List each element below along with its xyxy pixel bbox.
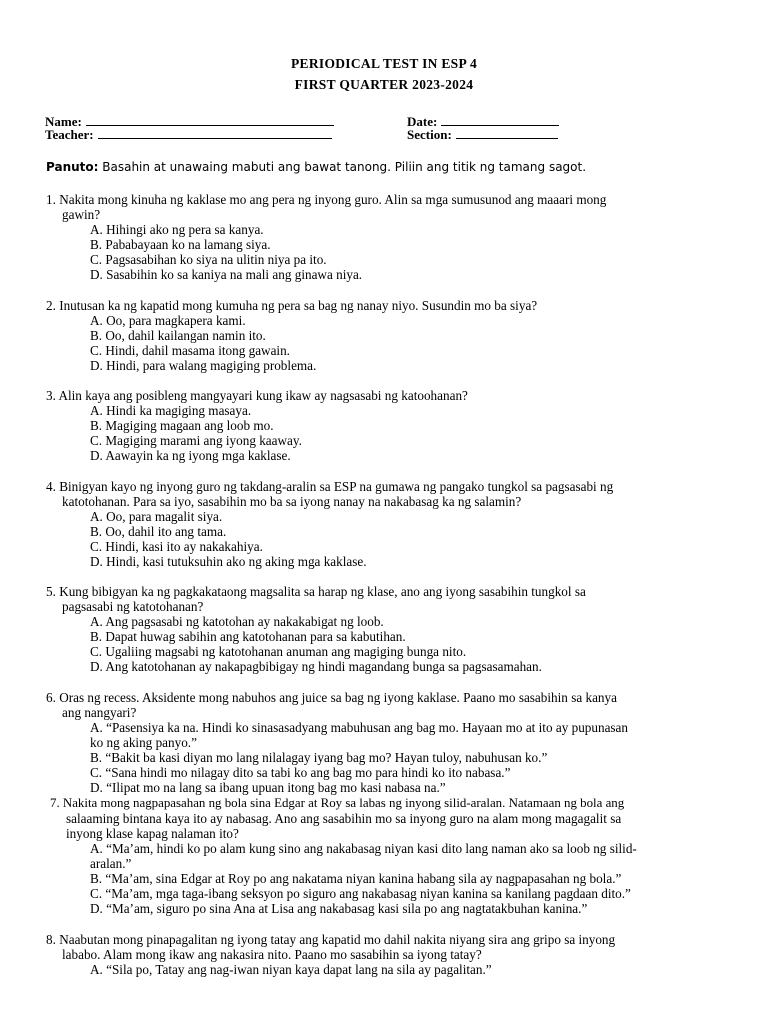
name-blank[interactable] bbox=[86, 114, 334, 126]
question-6-option-b[interactable]: B. “Bakit ba kasi diyan mo lang nilalagay iyang bag mo? Hayan tuloy, nabuhusan ko.” bbox=[90, 750, 548, 765]
section-field bbox=[407, 127, 558, 143]
question-6-option-d[interactable]: D. “Ilipat mo na lang sa ibang upuan itong bag mo kasi nabasa na.” bbox=[90, 780, 446, 795]
teacher-blank[interactable] bbox=[98, 127, 332, 139]
question-4-line-1: 4. Binigyan kayo ng inyong guro ng takdang-aralin sa ESP na gumawa ng pangako tungkol sa pagsasabi ng bbox=[46, 479, 614, 494]
question-3-option-a[interactable]: A. Hindi ka magiging masaya. bbox=[90, 403, 252, 418]
question-3-line-1: 3. Alin kaya ang posibleng mangyayari kung ikaw ay nagsasabi ng katoohanan? bbox=[46, 388, 468, 403]
question-4-option-b[interactable]: B. Oo, dahil ito ang tama. bbox=[90, 524, 227, 539]
question-3-option-b[interactable]: B. Magiging magaan ang loob mo. bbox=[90, 418, 274, 433]
question-4-line-2: katotohanan. Para sa iyo, sasabihin mo ba sa iyong nanay na nakabasag ka ng salamin? bbox=[62, 494, 522, 509]
date-blank[interactable] bbox=[441, 114, 559, 126]
question-5-option-b[interactable]: B. Dapat huwag sabihin ang katotohanan para sa kabutihan. bbox=[90, 629, 406, 644]
name-label: Name: bbox=[45, 114, 82, 129]
question-2-line-1: 2. Inutusan ka ng kapatid mong kumuha ng pera sa bag ng nanay niyo. Susundin mo ba siya? bbox=[46, 298, 538, 313]
question-2-option-c[interactable]: C. Hindi, dahil masama itong gawain. bbox=[90, 343, 290, 358]
question-6-line-1: 6. Oras ng recess. Aksidente mong nabuhos ang juice sa bag ng iyong kaklase. Paano mo sasabihin sa kanya bbox=[46, 690, 617, 705]
question-8-line-1: 8. Naabutan mong pinapagalitan ng iyong tatay ang kapatid mo dahil nakita niyang sira ang gripo sa inyong bbox=[46, 932, 616, 947]
question-8-line-2: lababo. Alam mong ikaw ang nakasira nito. Paano mo sasabihin sa iyong tatay? bbox=[62, 947, 482, 962]
question-1-option-a[interactable]: A. Hihingi ako ng pera sa kanya. bbox=[90, 222, 264, 237]
test-subtitle: FIRST QUARTER 2023-2024 bbox=[294, 77, 474, 92]
test-title: PERIODICAL TEST IN ESP 4 bbox=[290, 56, 477, 71]
question-8-option-a[interactable]: A. “Sila po, Tatay ang nag-iwan niyan kaya dapat lang na sila ay pagalitan.” bbox=[90, 962, 492, 977]
question-5-option-c[interactable]: C. Ugaliing magsabi ng katotohanan anuman ang magiging bunga nito. bbox=[90, 644, 467, 659]
question-3-option-c[interactable]: C. Magiging marami ang iyong kaaway. bbox=[90, 433, 302, 448]
question-1-option-d[interactable]: D. Sasabihin ko sa kaniya na mali ang ginawa niya. bbox=[90, 267, 363, 282]
question-6-line-2: ang nangyari? bbox=[62, 705, 137, 720]
question-1-option-b[interactable]: B. Pababayaan ko na lamang siya. bbox=[90, 237, 271, 252]
question-7-option-b[interactable]: B. “Ma’am, sina Edgar at Roy po ang nakatama niyan kanina habang sila ay nagpapasahan ng bola.” bbox=[90, 871, 622, 886]
instructions bbox=[46, 160, 736, 174]
question-7-option-a-cont: aralan.” bbox=[90, 856, 132, 871]
teacher-field bbox=[45, 127, 332, 143]
question-1-line-2: gawin? bbox=[62, 207, 101, 222]
date-label: Date: bbox=[407, 114, 438, 129]
instructions-label: Panuto: bbox=[46, 160, 99, 174]
question-6-option-a-cont: ko ng aking panyo.” bbox=[90, 735, 197, 750]
question-1-line-1: 1. Nakita mong kinuha ng kaklase mo ang pera ng inyong guro. Alin sa mga sumusunod ang maaari mong bbox=[46, 192, 607, 207]
question-7-option-c[interactable]: C. “Ma’am, mga taga-ibang seksyon po siguro ang nakabasag niyan kanina sa kanilang pagdaan dito.” bbox=[90, 886, 631, 901]
question-5-line-1: 5. Kung bibigyan ka ng pagkakataong magsalita sa harap ng klase, ano ang iyong sasabihin tungkol sa bbox=[46, 584, 586, 599]
question-7-option-a[interactable]: A. “Ma’am, hindi ko po alam kung sino ang nakabasag niyan kasi dito lang naman ako sa loob ng silid- bbox=[90, 841, 637, 856]
question-7-line-2: salaaming bintana kaya ito ay nabasag. Ano ang sasabihin mo sa inyong guro na alam mong magagalit sa bbox=[66, 811, 622, 826]
question-1-option-c[interactable]: C. Pagsasabihan ko siya na ulitin niya pa ito. bbox=[90, 252, 327, 267]
question-4-option-c[interactable]: C. Hindi, kasi ito ay nakakahiya. bbox=[90, 539, 263, 554]
question-2-option-d[interactable]: D. Hindi, para walang magiging problema. bbox=[90, 358, 317, 373]
teacher-label: Teacher: bbox=[45, 127, 94, 142]
section-blank[interactable] bbox=[456, 127, 558, 139]
question-6-option-a[interactable]: A. “Pasensiya ka na. Hindi ko sinasasadyang mabuhusan ang bag mo. Hayaan mo at ito ay pupunasan bbox=[90, 720, 628, 735]
question-4-option-d[interactable]: D. Hindi, kasi tutuksuhin ako ng aking mga kaklase. bbox=[90, 554, 367, 569]
question-4-option-a[interactable]: A. Oo, para magalit siya. bbox=[90, 509, 223, 524]
question-2-option-a[interactable]: A. Oo, para magkapera kami. bbox=[90, 313, 246, 328]
question-5-option-d[interactable]: D. Ang katotohanan ay nakapagbibigay ng hindi magandang bunga sa pagsasamahan. bbox=[90, 659, 542, 674]
question-5-option-a[interactable]: A. Ang pagsasabi ng katotohan ay nakakabigat ng loob. bbox=[90, 614, 384, 629]
section-label: Section: bbox=[407, 127, 452, 142]
question-7-line-1: 7. Nakita mong nagpapasahan ng bola sina Edgar at Roy sa labas ng inyong silid-aralan. Natamaan ng bola ang bbox=[50, 796, 625, 810]
question-7-option-d[interactable]: D. “Ma’am, siguro po sina Ana at Lisa ang nakabasag kasi sila po ang nagtatakbuhan kanina.” bbox=[90, 901, 588, 916]
question-2-option-b[interactable]: B. Oo, dahil kailangan namin ito. bbox=[90, 328, 266, 343]
question-6-option-c[interactable]: C. “Sana hindi mo nilagay dito sa tabi ko ang bag mo para hindi ko ito nabasa.” bbox=[90, 765, 511, 780]
question-3-option-d[interactable]: D. Aawayin ka ng iyong mga kaklase. bbox=[90, 448, 291, 463]
question-5-line-2: pagsasabi ng katotohanan? bbox=[62, 599, 204, 614]
instructions-text: Basahin at unawaing mabuti ang bawat tanong. Piliin ang titik ng tamang sagot. bbox=[98, 160, 587, 174]
question-7-line-3: inyong klase kapag nalaman ito? bbox=[66, 826, 239, 841]
